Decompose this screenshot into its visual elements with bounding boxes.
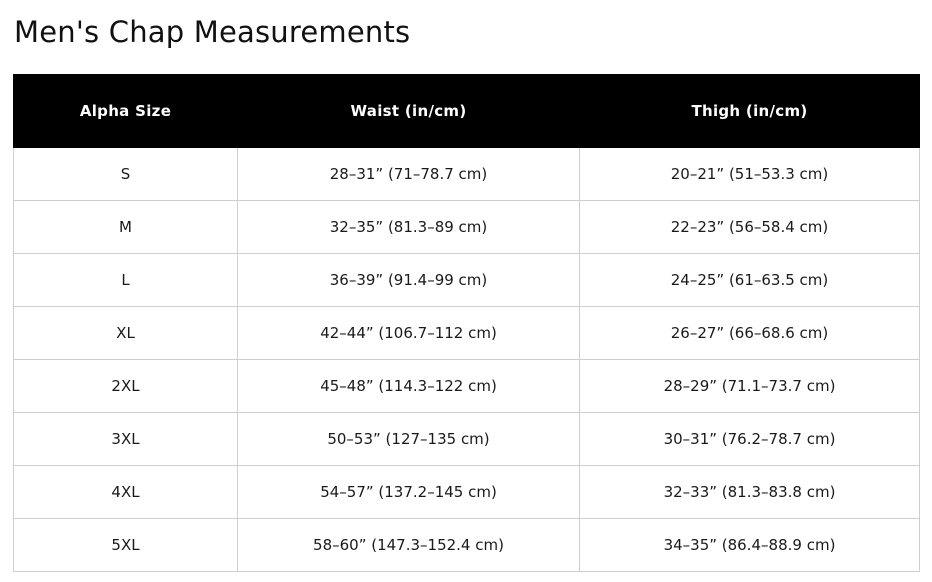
cell-waist: 45–48” (114.3–122 cm) (238, 360, 580, 413)
table-body (14, 148, 920, 572)
table-header-row (14, 75, 920, 148)
cell-thigh: 20–21” (51–53.3 cm) (580, 148, 920, 201)
table-row (14, 254, 920, 307)
cell-thigh: 26–27” (66–68.6 cm) (580, 307, 920, 360)
column-header-thigh: Thigh (in/cm) (580, 75, 920, 148)
cell-alpha-size: S (14, 148, 238, 201)
cell-alpha-size: 3XL (14, 413, 238, 466)
cell-alpha-size: 2XL (14, 360, 238, 413)
cell-thigh: 32–33” (81.3–83.8 cm) (580, 466, 920, 519)
cell-waist: 54–57” (137.2–145 cm) (238, 466, 580, 519)
table-row (14, 148, 920, 201)
cell-thigh: 30–31” (76.2–78.7 cm) (580, 413, 920, 466)
cell-waist: 50–53” (127–135 cm) (238, 413, 580, 466)
column-header-waist: Waist (in/cm) (238, 75, 580, 148)
cell-thigh: 22–23” (56–58.4 cm) (580, 201, 920, 254)
table-row (14, 307, 920, 360)
cell-waist: 28–31” (71–78.7 cm) (238, 148, 580, 201)
table-row (14, 201, 920, 254)
cell-waist: 58–60” (147.3–152.4 cm) (238, 519, 580, 572)
document-page (0, 12, 932, 582)
column-header-alpha-size: Alpha Size (14, 75, 238, 148)
cell-thigh: 34–35” (86.4–88.9 cm) (580, 519, 920, 572)
cell-alpha-size: 5XL (14, 519, 238, 572)
cell-waist: 36–39” (91.4–99 cm) (238, 254, 580, 307)
size-chart-table (13, 74, 920, 572)
table-header (14, 75, 920, 148)
table-row (14, 360, 920, 413)
cell-alpha-size: M (14, 201, 238, 254)
cell-thigh: 28–29” (71.1–73.7 cm) (580, 360, 920, 413)
cell-alpha-size: L (14, 254, 238, 307)
cell-alpha-size: XL (14, 307, 238, 360)
cell-alpha-size: 4XL (14, 466, 238, 519)
page-title: Men's Chap Measurements (14, 15, 411, 49)
table-row (14, 519, 920, 572)
cell-thigh: 24–25” (61–63.5 cm) (580, 254, 920, 307)
cell-waist: 42–44” (106.7–112 cm) (238, 307, 580, 360)
table-row (14, 413, 920, 466)
table-row (14, 466, 920, 519)
cell-waist: 32–35” (81.3–89 cm) (238, 201, 580, 254)
